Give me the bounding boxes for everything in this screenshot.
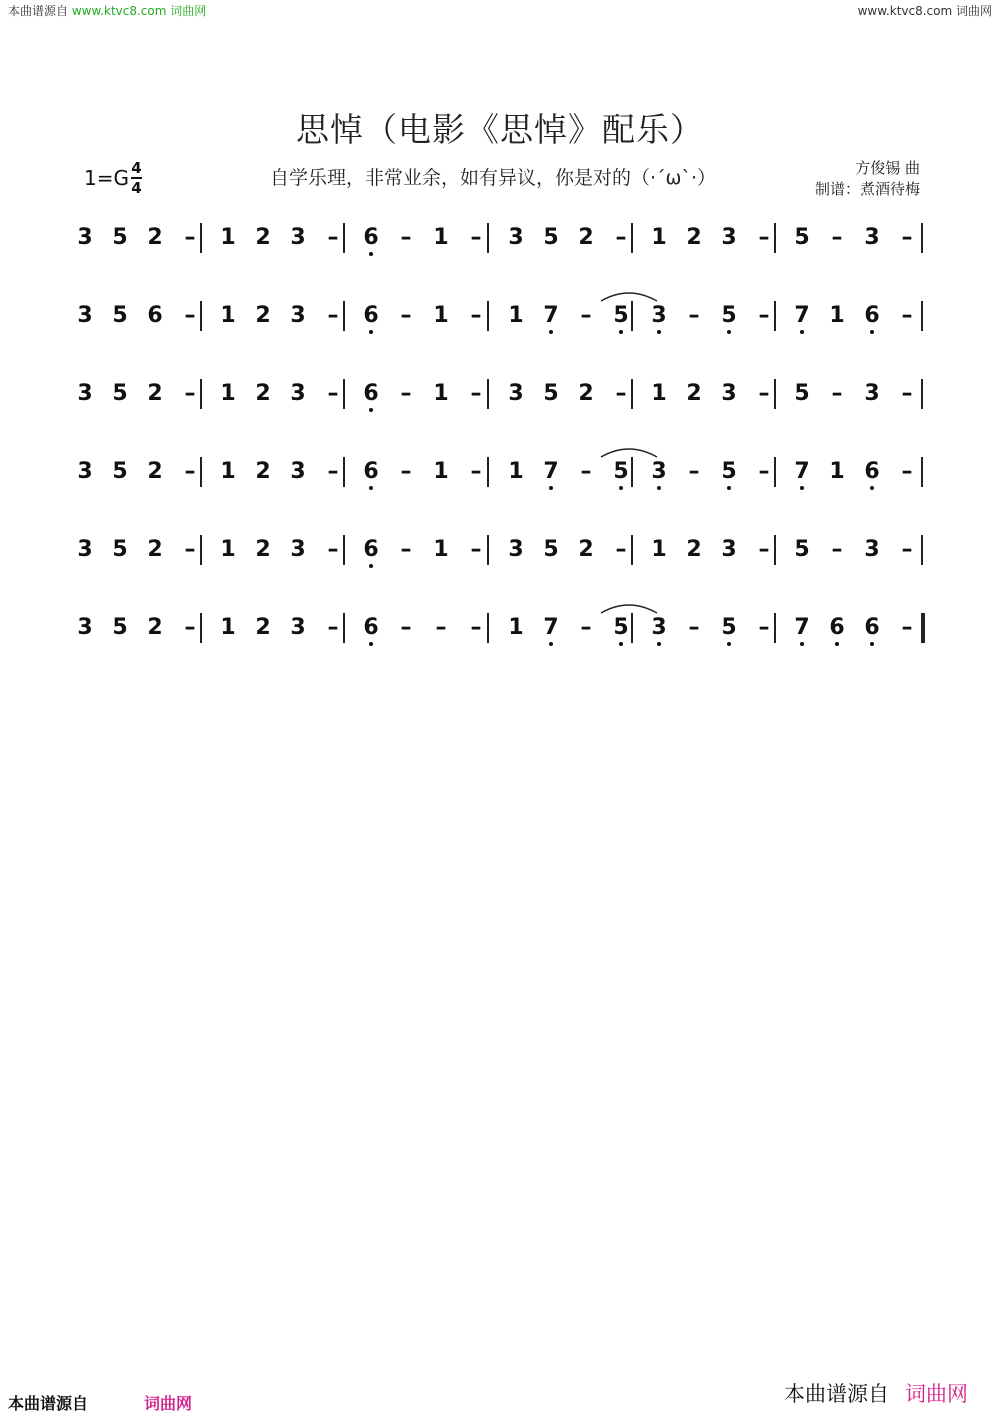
header-site-link-right[interactable]: www.ktvc8.com 词曲网 — [857, 4, 992, 18]
subtitle-note: 自学乐理，非常业余，如有异议，你是对的（·´ω`·） — [270, 167, 716, 189]
note: 2 — [147, 459, 163, 484]
sustain-dash: – — [184, 615, 196, 640]
note: 5 — [609, 303, 633, 329]
note: 1 — [433, 381, 449, 406]
sustain-dash: – — [400, 615, 412, 640]
note: 3 — [864, 225, 880, 250]
barline — [200, 301, 202, 331]
note: 2 — [686, 537, 702, 562]
note: 5 — [112, 537, 128, 562]
barline — [631, 223, 633, 253]
note: 5 — [112, 459, 128, 484]
note: 3 — [77, 303, 93, 328]
note: 1 — [220, 537, 236, 562]
low-octave-dot — [870, 642, 874, 646]
barline — [631, 301, 633, 331]
sustain-dash: – — [758, 537, 770, 562]
header-source-label: 本曲谱源自 — [8, 4, 69, 18]
low-octave-dot — [835, 642, 839, 646]
low-octave-dot — [369, 330, 373, 334]
sustain-dash: – — [758, 381, 770, 406]
note: 6 — [359, 615, 383, 641]
note: 2 — [578, 537, 594, 562]
sustain-dash: – — [327, 537, 339, 562]
sustain-dash: – — [470, 615, 482, 640]
header-site-link-left[interactable]: www.ktvc8.com 词曲网 — [71, 4, 207, 18]
low-octave-dot — [727, 330, 731, 334]
score-row — [0, 303, 1000, 363]
note: 3 — [290, 459, 306, 484]
barline — [921, 535, 923, 565]
note: 6 — [359, 537, 383, 563]
note: 5 — [609, 459, 633, 485]
sustain-dash: – — [901, 459, 913, 484]
time-signature-top: 4 — [131, 159, 142, 177]
note: 5 — [543, 537, 559, 562]
note: 3 — [77, 381, 93, 406]
barline — [921, 457, 923, 487]
sustain-dash: – — [435, 615, 447, 640]
sustain-dash: – — [758, 459, 770, 484]
note: 5 — [794, 225, 810, 250]
sustain-dash: – — [400, 303, 412, 328]
arranger-credit: 制谱：煮酒待梅 — [814, 180, 920, 198]
low-octave-dot — [369, 252, 373, 256]
note: 7 — [539, 615, 563, 641]
barline — [631, 457, 633, 487]
note: 3 — [864, 537, 880, 562]
sustain-dash: – — [688, 615, 700, 640]
footer-site-link-right[interactable]: 词曲网 — [905, 1382, 968, 1406]
low-octave-dot — [549, 486, 553, 490]
note: 3 — [77, 459, 93, 484]
barline — [200, 613, 202, 643]
note: 6 — [825, 615, 849, 641]
barline — [487, 457, 489, 487]
note: 5 — [794, 381, 810, 406]
tie-arc-path — [601, 293, 657, 301]
note: 1 — [651, 537, 667, 562]
low-octave-dot — [800, 330, 804, 334]
barline — [200, 379, 202, 409]
barline — [631, 379, 633, 409]
low-octave-dot — [549, 642, 553, 646]
tie-arc — [599, 601, 659, 615]
note: 1 — [220, 615, 236, 640]
note: 5 — [717, 615, 741, 641]
barline — [774, 379, 776, 409]
low-octave-dot — [727, 486, 731, 490]
note: 1 — [508, 459, 524, 484]
sustain-dash: – — [758, 303, 770, 328]
low-octave-dot — [657, 642, 661, 646]
note: 1 — [433, 459, 449, 484]
sustain-dash: – — [901, 537, 913, 562]
note: 5 — [112, 615, 128, 640]
note: 2 — [147, 381, 163, 406]
sustain-dash: – — [831, 537, 843, 562]
note: 3 — [721, 225, 737, 250]
low-octave-dot — [800, 486, 804, 490]
note: 6 — [860, 615, 884, 641]
sustain-dash: – — [470, 381, 482, 406]
low-octave-dot — [619, 486, 623, 490]
note: 3 — [721, 381, 737, 406]
low-octave-dot — [657, 486, 661, 490]
footer-site-link-left[interactable]: 词曲网 — [144, 1394, 193, 1413]
tie-arc — [599, 445, 659, 459]
sustain-dash: – — [184, 459, 196, 484]
note: 3 — [290, 615, 306, 640]
note: 3 — [290, 381, 306, 406]
low-octave-dot — [657, 330, 661, 334]
sustain-dash: – — [327, 381, 339, 406]
barline — [631, 535, 633, 565]
sustain-dash: – — [327, 303, 339, 328]
score-row — [0, 537, 1000, 597]
note: 3 — [508, 225, 524, 250]
sustain-dash: – — [184, 225, 196, 250]
sustain-dash: – — [470, 303, 482, 328]
barline — [487, 613, 489, 643]
sustain-dash: – — [615, 537, 627, 562]
sustain-dash: – — [327, 225, 339, 250]
barline — [774, 223, 776, 253]
sustain-dash: – — [758, 615, 770, 640]
note: 1 — [829, 303, 845, 328]
note: 7 — [539, 459, 563, 485]
score-row — [0, 381, 1000, 441]
tie-arc — [599, 289, 659, 303]
note: 7 — [790, 615, 814, 641]
note: 3 — [77, 537, 93, 562]
note: 3 — [647, 459, 671, 485]
note: 3 — [77, 225, 93, 250]
sustain-dash: – — [400, 459, 412, 484]
barline — [487, 379, 489, 409]
sustain-dash: – — [184, 537, 196, 562]
sustain-dash: – — [688, 303, 700, 328]
sustain-dash: – — [580, 615, 592, 640]
note: 6 — [359, 303, 383, 329]
low-octave-dot — [727, 642, 731, 646]
note: 2 — [686, 225, 702, 250]
note: 3 — [77, 615, 93, 640]
footer-source-label-left: 本曲谱源自 — [8, 1394, 89, 1413]
low-octave-dot — [619, 642, 623, 646]
barline — [631, 613, 633, 643]
score-row — [0, 615, 1000, 675]
barline — [343, 301, 345, 331]
sustain-dash: – — [688, 459, 700, 484]
sustain-dash: – — [184, 381, 196, 406]
barline — [343, 457, 345, 487]
barline — [774, 301, 776, 331]
note: 1 — [220, 381, 236, 406]
sustain-dash: – — [901, 303, 913, 328]
note: 2 — [578, 225, 594, 250]
sustain-dash: – — [901, 225, 913, 250]
sustain-dash: – — [184, 303, 196, 328]
note: 5 — [794, 537, 810, 562]
note: 5 — [717, 459, 741, 485]
sustain-dash: – — [470, 225, 482, 250]
sustain-dash: – — [400, 225, 412, 250]
sustain-dash: – — [831, 225, 843, 250]
sustain-dash: – — [901, 615, 913, 640]
footer-source-left — [8, 1391, 192, 1414]
note: 3 — [647, 615, 671, 641]
composer-credit: 方俊锡 曲 — [855, 159, 920, 177]
note: 2 — [147, 615, 163, 640]
note: 1 — [220, 459, 236, 484]
sustain-dash: – — [615, 381, 627, 406]
sustain-dash: – — [580, 459, 592, 484]
barline — [921, 379, 923, 409]
note: 7 — [539, 303, 563, 329]
barline — [487, 223, 489, 253]
note: 3 — [721, 537, 737, 562]
note: 1 — [651, 225, 667, 250]
note: 5 — [543, 381, 559, 406]
barline — [487, 535, 489, 565]
sustain-dash: – — [327, 459, 339, 484]
credits — [815, 158, 920, 200]
final-barline — [921, 613, 925, 643]
low-octave-dot — [870, 486, 874, 490]
score-row — [0, 459, 1000, 519]
low-octave-dot — [369, 642, 373, 646]
note: 2 — [578, 381, 594, 406]
barline — [343, 535, 345, 565]
note: 3 — [864, 381, 880, 406]
note: 7 — [790, 303, 814, 329]
barline — [487, 301, 489, 331]
low-octave-dot — [549, 330, 553, 334]
sustain-dash: – — [580, 303, 592, 328]
key-label: 1=G — [84, 166, 129, 190]
note: 6 — [860, 459, 884, 485]
note: 1 — [433, 225, 449, 250]
barline — [921, 301, 923, 331]
tie-arc-path — [601, 449, 657, 457]
low-octave-dot — [369, 564, 373, 568]
note: 2 — [255, 615, 271, 640]
low-octave-dot — [870, 330, 874, 334]
barline — [200, 535, 202, 565]
footer-source-label-right: 本曲谱源自 — [784, 1382, 889, 1406]
footer-source-right — [784, 1378, 968, 1408]
note: 6 — [359, 459, 383, 485]
note: 7 — [790, 459, 814, 485]
sustain-dash: – — [615, 225, 627, 250]
note: 3 — [508, 381, 524, 406]
barline — [343, 379, 345, 409]
barline — [774, 613, 776, 643]
sustain-dash: – — [470, 459, 482, 484]
note: 3 — [647, 303, 671, 329]
barline — [343, 223, 345, 253]
note: 5 — [112, 225, 128, 250]
header-source-left — [8, 2, 206, 19]
note: 2 — [255, 537, 271, 562]
score-title: 思悼（电影《思悼》配乐） — [296, 110, 704, 149]
sustain-dash: – — [400, 537, 412, 562]
note: 2 — [686, 381, 702, 406]
note: 2 — [255, 459, 271, 484]
key-signature — [84, 160, 142, 196]
note: 6 — [860, 303, 884, 329]
note: 2 — [147, 537, 163, 562]
note: 3 — [290, 303, 306, 328]
note: 1 — [220, 303, 236, 328]
note: 2 — [147, 225, 163, 250]
note: 1 — [433, 537, 449, 562]
note: 1 — [508, 615, 524, 640]
barline — [343, 613, 345, 643]
note: 1 — [433, 303, 449, 328]
note: 1 — [829, 459, 845, 484]
note: 5 — [609, 615, 633, 641]
time-signature-bottom: 4 — [131, 179, 142, 197]
note: 6 — [359, 381, 383, 407]
note: 3 — [290, 537, 306, 562]
low-octave-dot — [619, 330, 623, 334]
tie-arc-path — [601, 605, 657, 613]
sustain-dash: – — [400, 381, 412, 406]
barline — [774, 535, 776, 565]
note: 5 — [717, 303, 741, 329]
note: 6 — [147, 303, 163, 328]
sustain-dash: – — [327, 615, 339, 640]
note: 2 — [255, 381, 271, 406]
sustain-dash: – — [470, 537, 482, 562]
score-row — [0, 225, 1000, 285]
note: 6 — [359, 225, 383, 251]
low-octave-dot — [369, 408, 373, 412]
note: 1 — [651, 381, 667, 406]
sustain-dash: – — [758, 225, 770, 250]
note: 5 — [112, 381, 128, 406]
note: 1 — [508, 303, 524, 328]
note: 1 — [220, 225, 236, 250]
note: 3 — [508, 537, 524, 562]
barline — [921, 223, 923, 253]
barline — [774, 457, 776, 487]
low-octave-dot — [369, 486, 373, 490]
note: 3 — [290, 225, 306, 250]
barline — [200, 457, 202, 487]
note: 2 — [255, 303, 271, 328]
note: 5 — [543, 225, 559, 250]
low-octave-dot — [800, 642, 804, 646]
sustain-dash: – — [901, 381, 913, 406]
note: 2 — [255, 225, 271, 250]
barline — [200, 223, 202, 253]
note: 5 — [112, 303, 128, 328]
sustain-dash: – — [831, 381, 843, 406]
time-signature — [131, 160, 142, 196]
